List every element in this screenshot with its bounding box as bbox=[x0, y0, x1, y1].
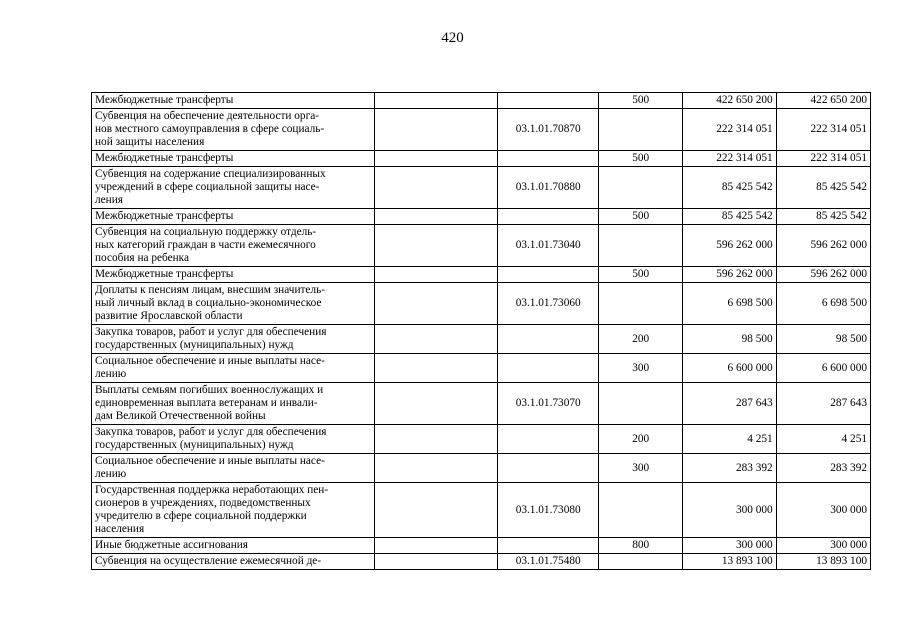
item-name-cell bbox=[92, 93, 375, 109]
empty-cell bbox=[374, 483, 498, 538]
target-article-cell bbox=[498, 538, 599, 554]
item-name-line: единовременная выплата ветеранам и инвали- bbox=[95, 397, 318, 409]
amount-year1-cell: 6 698 500 bbox=[683, 283, 776, 325]
empty-cell bbox=[374, 225, 498, 267]
target-article-cell: 03.1.01.73070 bbox=[498, 383, 599, 425]
amount-year2-cell: 85 425 542 bbox=[776, 167, 870, 209]
budget-table bbox=[91, 92, 871, 570]
expense-type-cell: 800 bbox=[599, 538, 683, 554]
target-article-cell bbox=[498, 325, 599, 354]
table-row bbox=[92, 425, 871, 454]
item-name-line: Субвенция на обеспечение деятельности орга- bbox=[95, 110, 319, 122]
table-row bbox=[92, 225, 871, 267]
expense-type-cell bbox=[599, 283, 683, 325]
amount-year1-cell: 222 314 051 bbox=[683, 109, 776, 151]
target-article-cell bbox=[498, 425, 599, 454]
target-article-cell: 03.1.01.70870 bbox=[498, 109, 599, 151]
expense-type-cell bbox=[599, 383, 683, 425]
table-row bbox=[92, 383, 871, 425]
item-name-line: Субвенция на социальную поддержку отдель- bbox=[95, 226, 317, 238]
target-article-cell bbox=[498, 209, 599, 225]
table-row bbox=[92, 267, 871, 283]
table-row bbox=[92, 483, 871, 538]
table-row bbox=[92, 325, 871, 354]
item-name-cell bbox=[92, 383, 375, 425]
table-row bbox=[92, 554, 871, 570]
amount-year1-cell: 283 392 bbox=[683, 454, 776, 483]
amount-year2-cell: 4 251 bbox=[776, 425, 870, 454]
item-name-line: Закупка товаров, работ и услуг для обеспечения bbox=[95, 326, 327, 338]
item-name-line: пособия на ребенка bbox=[95, 252, 189, 264]
item-name-cell bbox=[92, 151, 375, 167]
empty-cell bbox=[374, 454, 498, 483]
item-name-line: Выплаты семьям погибших военнослужащих и bbox=[95, 384, 324, 396]
amount-year2-cell: 98 500 bbox=[776, 325, 870, 354]
empty-cell bbox=[374, 151, 498, 167]
item-name-cell bbox=[92, 225, 375, 267]
expense-type-cell: 300 bbox=[599, 454, 683, 483]
item-name-cell bbox=[92, 267, 375, 283]
item-name-cell bbox=[92, 283, 375, 325]
expense-type-cell bbox=[599, 167, 683, 209]
amount-year2-cell: 13 893 100 bbox=[776, 554, 870, 570]
item-name-line: учредителю в сфере социальной поддержки bbox=[95, 510, 307, 522]
empty-cell bbox=[374, 267, 498, 283]
item-name-line: Субвенция на содержание специализированных bbox=[95, 168, 326, 180]
expense-type-cell: 200 bbox=[599, 425, 683, 454]
target-article-cell: 03.1.01.70880 bbox=[498, 167, 599, 209]
expense-type-cell bbox=[599, 109, 683, 151]
item-name-line: ной защиты населения bbox=[95, 136, 205, 148]
item-name-cell bbox=[92, 454, 375, 483]
item-name-line: Доплаты к пенсиям лицам, внесшим значитель- bbox=[95, 284, 326, 296]
item-name-cell bbox=[92, 554, 375, 570]
table-row bbox=[92, 109, 871, 151]
item-name-line: лению bbox=[95, 468, 127, 480]
table-row bbox=[92, 167, 871, 209]
table-row bbox=[92, 93, 871, 109]
empty-cell bbox=[374, 167, 498, 209]
item-name-cell bbox=[92, 109, 375, 151]
empty-cell bbox=[374, 538, 498, 554]
amount-year2-cell: 222 314 051 bbox=[776, 151, 870, 167]
amount-year1-cell: 222 314 051 bbox=[683, 151, 776, 167]
target-article-cell: 03.1.01.73040 bbox=[498, 225, 599, 267]
item-name-line: населения bbox=[95, 523, 145, 535]
empty-cell bbox=[374, 93, 498, 109]
target-article-cell: 03.1.01.75480 bbox=[498, 554, 599, 570]
amount-year1-cell: 287 643 bbox=[683, 383, 776, 425]
amount-year1-cell: 4 251 bbox=[683, 425, 776, 454]
target-article-cell: 03.1.01.73080 bbox=[498, 483, 599, 538]
item-name-line: Субвенция на осуществление ежемесячной де- bbox=[95, 555, 322, 567]
empty-cell bbox=[374, 354, 498, 383]
table-row bbox=[92, 283, 871, 325]
target-article-cell bbox=[498, 454, 599, 483]
item-name-cell bbox=[92, 354, 375, 383]
expense-type-cell: 500 bbox=[599, 209, 683, 225]
item-name-line: государственных (муниципальных) нужд bbox=[95, 439, 294, 451]
target-article-cell bbox=[498, 93, 599, 109]
amount-year2-cell: 300 000 bbox=[776, 483, 870, 538]
amount-year2-cell: 596 262 000 bbox=[776, 225, 870, 267]
expense-type-cell: 500 bbox=[599, 93, 683, 109]
amount-year1-cell: 85 425 542 bbox=[683, 209, 776, 225]
amount-year1-cell: 13 893 100 bbox=[683, 554, 776, 570]
amount-year2-cell: 85 425 542 bbox=[776, 209, 870, 225]
item-name-line: Межбюджетные трансферты bbox=[95, 152, 234, 164]
item-name-line: Межбюджетные трансферты bbox=[95, 210, 234, 222]
empty-cell bbox=[374, 209, 498, 225]
item-name-cell bbox=[92, 483, 375, 538]
expense-type-cell: 300 bbox=[599, 354, 683, 383]
amount-year1-cell: 300 000 bbox=[683, 538, 776, 554]
empty-cell bbox=[374, 109, 498, 151]
item-name-cell bbox=[92, 325, 375, 354]
item-name-cell bbox=[92, 425, 375, 454]
amount-year1-cell: 6 600 000 bbox=[683, 354, 776, 383]
target-article-cell: 03.1.01.73060 bbox=[498, 283, 599, 325]
table-row bbox=[92, 538, 871, 554]
amount-year2-cell: 6 600 000 bbox=[776, 354, 870, 383]
empty-cell bbox=[374, 283, 498, 325]
empty-cell bbox=[374, 325, 498, 354]
amount-year2-cell: 422 650 200 bbox=[776, 93, 870, 109]
empty-cell bbox=[374, 425, 498, 454]
empty-cell bbox=[374, 554, 498, 570]
expense-type-cell: 200 bbox=[599, 325, 683, 354]
item-name-cell bbox=[92, 538, 375, 554]
table-row bbox=[92, 151, 871, 167]
item-name-cell bbox=[92, 209, 375, 225]
target-article-cell bbox=[498, 354, 599, 383]
table-row bbox=[92, 209, 871, 225]
amount-year2-cell: 6 698 500 bbox=[776, 283, 870, 325]
amount-year1-cell: 300 000 bbox=[683, 483, 776, 538]
amount-year1-cell: 98 500 bbox=[683, 325, 776, 354]
item-name-line: Государственная поддержка неработающих пен- bbox=[95, 484, 329, 496]
amount-year2-cell: 300 000 bbox=[776, 538, 870, 554]
item-name-line: развитие Ярославской области bbox=[95, 310, 243, 322]
empty-cell bbox=[374, 383, 498, 425]
amount-year1-cell: 85 425 542 bbox=[683, 167, 776, 209]
item-name-line: дам Великой Отечественной войны bbox=[95, 410, 266, 422]
item-name-cell bbox=[92, 167, 375, 209]
expense-type-cell bbox=[599, 483, 683, 538]
table-row bbox=[92, 354, 871, 383]
item-name-line: Межбюджетные трансферты bbox=[95, 94, 234, 106]
table-viewport bbox=[91, 92, 871, 592]
budget-table-body bbox=[92, 93, 871, 570]
item-name-line: ных категорий граждан в части ежемесячного bbox=[95, 239, 316, 251]
item-name-line: ления bbox=[95, 194, 123, 206]
item-name-line: Социальное обеспечение и иные выплаты насе- bbox=[95, 355, 325, 367]
item-name-line: Иные бюджетные ассигнования bbox=[95, 539, 248, 551]
target-article-cell bbox=[498, 151, 599, 167]
item-name-line: ный личный вклад в социально-экономическое bbox=[95, 297, 322, 309]
expense-type-cell bbox=[599, 225, 683, 267]
item-name-line: Закупка товаров, работ и услуг для обеспечения bbox=[95, 426, 327, 438]
page-number: 420 bbox=[441, 30, 464, 46]
item-name-line: Социальное обеспечение и иные выплаты насе- bbox=[95, 455, 325, 467]
expense-type-cell: 500 bbox=[599, 267, 683, 283]
amount-year1-cell: 422 650 200 bbox=[683, 93, 776, 109]
amount-year2-cell: 596 262 000 bbox=[776, 267, 870, 283]
item-name-line: нов местного самоуправления в сфере социаль- bbox=[95, 123, 325, 135]
item-name-line: лению bbox=[95, 368, 127, 380]
amount-year2-cell: 287 643 bbox=[776, 383, 870, 425]
expense-type-cell: 500 bbox=[599, 151, 683, 167]
amount-year2-cell: 283 392 bbox=[776, 454, 870, 483]
item-name-line: Межбюджетные трансферты bbox=[95, 268, 234, 280]
amount-year1-cell: 596 262 000 bbox=[683, 267, 776, 283]
item-name-line: сионеров в учреждениях, подведомственных bbox=[95, 497, 311, 509]
target-article-cell bbox=[498, 267, 599, 283]
amount-year2-cell: 222 314 051 bbox=[776, 109, 870, 151]
item-name-line: учреждений в сфере социальной защиты насе- bbox=[95, 181, 320, 193]
table-row bbox=[92, 454, 871, 483]
expense-type-cell bbox=[599, 554, 683, 570]
item-name-line: государственных (муниципальных) нужд bbox=[95, 339, 294, 351]
amount-year1-cell: 596 262 000 bbox=[683, 225, 776, 267]
